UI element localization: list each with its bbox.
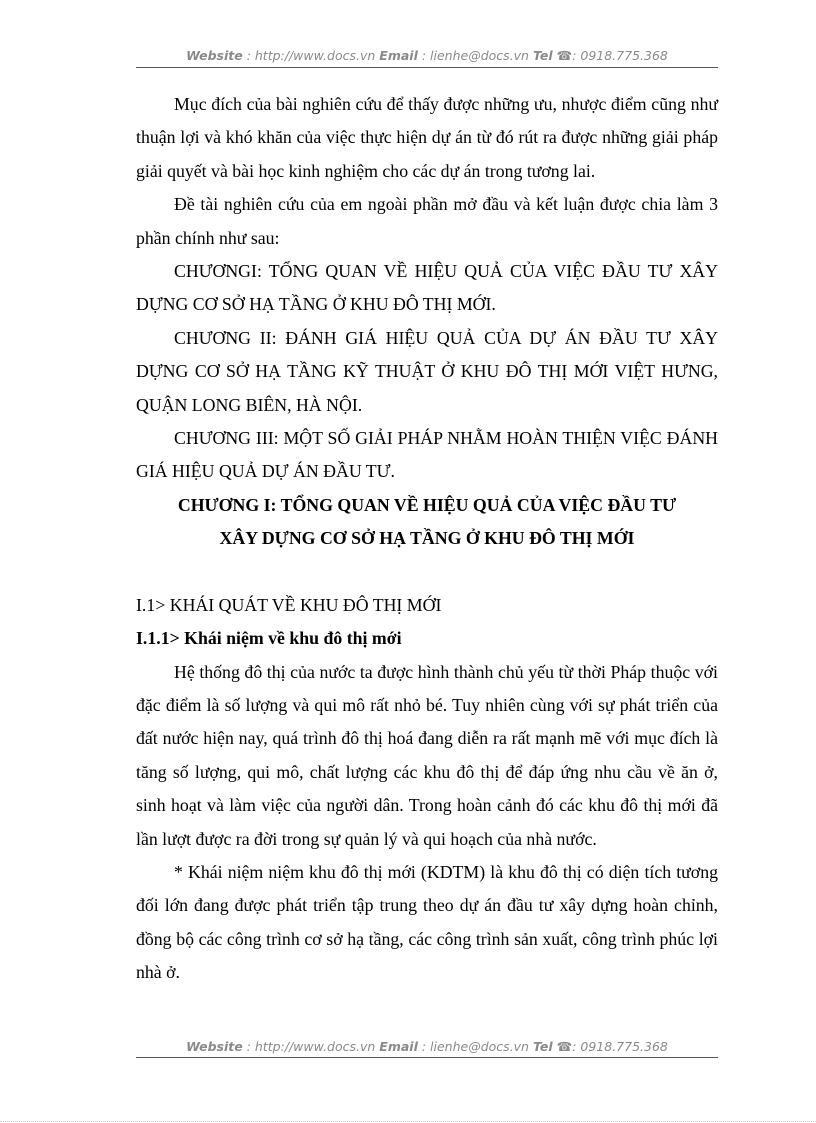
footer-email-value: : lienhe@docs.vn (421, 1039, 529, 1054)
telephone-icon: ☎ (556, 1039, 573, 1054)
header-email-value: : lienhe@docs.vn (421, 48, 529, 63)
page-footer (136, 1037, 718, 1065)
section-heading: I.1> KHÁI QUÁT VỀ KHU ĐÔ THỊ MỚI (136, 594, 442, 615)
spacer (136, 556, 718, 589)
footer-rule (136, 1057, 718, 1058)
header-contact-line (136, 48, 718, 63)
footer-website-label: Website (186, 1039, 243, 1054)
header-website-value: : http://www.docs.vn (246, 48, 376, 63)
paragraph-purpose: Mục đích của bài nghiên cứu để thấy được những ưu, nhược điểm cũng như thuận lợi và khó khăn của việc thực hiện dự án từ đó rút ra được những giải pháp giải quyết và bài học kinh nghiệm cho các dự án trong tương lai. (136, 94, 718, 181)
header-tel-value: : 0918.775.368 (572, 48, 668, 63)
header-website-label: Website (186, 48, 243, 63)
paragraph-urban-system: Hệ thống đô thị của nước ta được hình thành chủ yếu từ thời Pháp thuộc với đặc điểm là số lượng và qui mô rất nhỏ bé. Tuy nhiên cùng với sự phát triển của đất nước hiện nay, quá trình đô thị hoá đang diễn ra rất mạnh mẽ với mục đích là tăng số lượng, qui mô, chất lượng các khu đô thị để đáp ứng nhu cầu về ăn ở, sinh hoạt và làm việc của người dân. Trong hoàn cảnh đó các khu đô thị mới đã lần lượt được ra đời trong sự quản lý và qui hoạch của nhà nước. (136, 661, 718, 849)
paragraph-chapter-3: CHƯƠNG III: MỘT SỐ GIẢI PHÁP NHẰM HOÀN THIỆN VIỆC ĐÁNH GIÁ HIỆU QUẢ DỰ ÁN ĐẦU TƯ. (136, 428, 718, 482)
paragraph-definition: * Khái niệm niệm khu đô thị mới (KDTM) là khu đô thị có diện tích tương đối lớn đang được phát triển tập trung theo dự án đầu tư xây dựng hoàn chỉnh, đồng bộ các công trình cơ sở hạ tầng, các công trình sản xuất, công trình phúc lợi nhà ở. (136, 861, 718, 983)
telephone-icon: ☎ (556, 48, 573, 63)
chapter-title-line-2: XÂY DỰNG CƠ SỞ HẠ TẦNG Ở KHU ĐÔ THỊ MỚI (219, 528, 635, 549)
chapter-title-line-1: CHƯƠNG I: TỔNG QUAN VỀ HIỆU QUẢ CỦA VIỆC ĐẦU TƯ (177, 494, 677, 515)
header-email-label: Email (379, 48, 418, 63)
document-body (136, 88, 718, 990)
footer-tel-label: Tel (532, 1039, 553, 1054)
page-bottom-edge (0, 1121, 816, 1122)
footer-website-value: : http://www.docs.vn (246, 1039, 376, 1054)
header-tel-label: Tel (532, 48, 553, 63)
header-rule (136, 67, 718, 68)
subsection-heading: I.1.1> Khái niệm về khu đô thị mới (136, 628, 402, 649)
footer-email-label: Email (379, 1039, 418, 1054)
page-header (136, 46, 718, 74)
paragraph-chapter-1: CHƯƠNGI: TỔNG QUAN VỀ HIỆU QUẢ CỦA VIỆC ĐẦU TƯ XÂY DỰNG CƠ SỞ HẠ TẦNG Ở KHU ĐÔ THỊ MỚI. (136, 261, 718, 315)
paragraph-structure: Đề tài nghiên cứu của em ngoài phần mở đầu và kết luận được chia làm 3 phần chính như sau: (136, 194, 718, 248)
footer-tel-value: : 0918.775.368 (572, 1039, 668, 1054)
paragraph-chapter-2: CHƯƠNG II: ĐÁNH GIÁ HIỆU QUẢ CỦA DỰ ÁN ĐẦU TƯ XÂY DỰNG CƠ SỞ HẠ TẦNG KỸ THUẬT Ở KHU ĐÔ THỊ MỚI VIỆT HƯNG, QUẬN LONG BIÊN, HÀ NỘI. (136, 327, 718, 415)
footer-contact-line (136, 1039, 718, 1054)
